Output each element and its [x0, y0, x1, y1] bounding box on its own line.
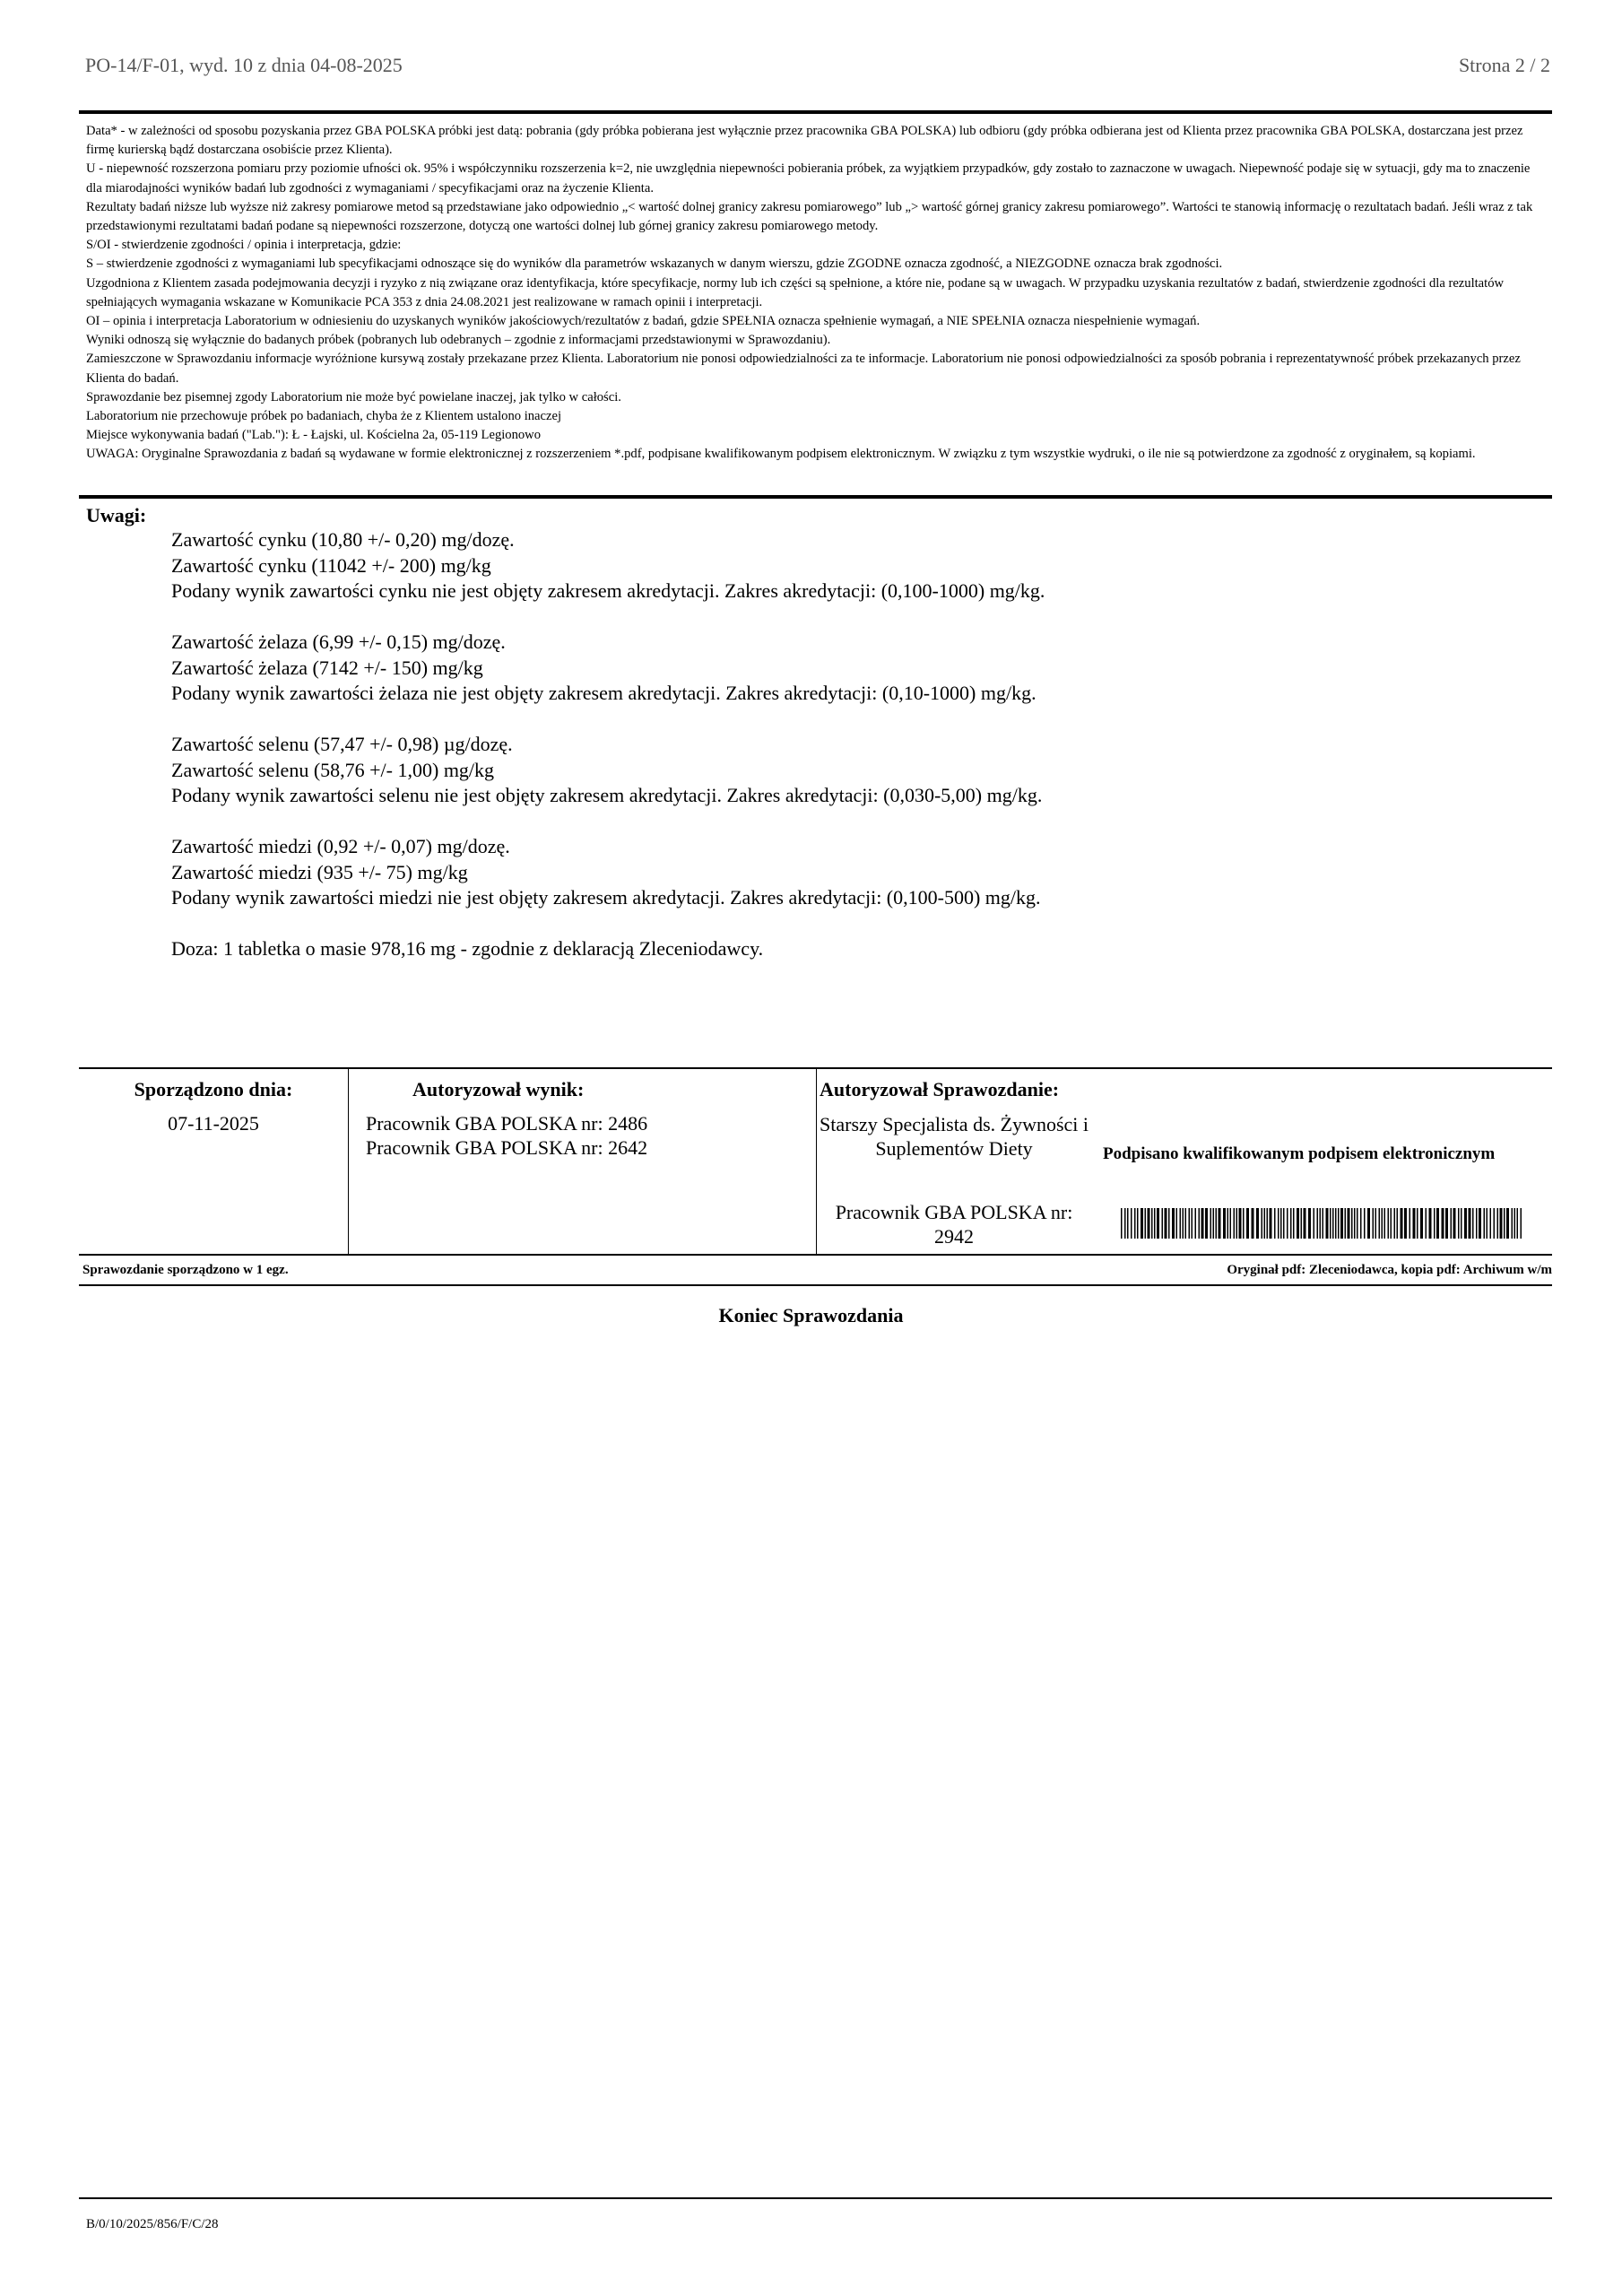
note-copy-policy: Sprawozdanie bez pisemnej zgody Laboratorium nie może być powielane inaczej, jak tylko w całości. [86, 389, 621, 404]
sig-table-divider-1 [348, 1067, 349, 1256]
note-results-scope: Wyniki odnoszą się wyłącznie do badanych próbek (pobranych lub odebranych – zgodnie z informacjami przedstawionymi w Sprawozdaniu). [86, 333, 831, 348]
signed-note: Podpisano kwalifikowanym podpisem elektronicznym [1103, 1144, 1496, 1163]
note-client-info: Zamieszczone w Sprawozdaniu informacje wyróżnione kursywą zostały przekazane przez Klienta. Laboratorium nie ponosi odpowiedzialności za te informacje. Laboratorium nie ponosi odpowiedzialności za sposób pobrania i reprezentatywność próbek przekazanych przez Klienta do badań. [86, 352, 1521, 386]
header-page-number: Strona 2 / 2 [1458, 54, 1550, 76]
sig-table-divider-2 [816, 1067, 817, 1256]
auth-result-label: Autoryzował wynik: [412, 1078, 585, 1100]
dose-info: Doza: 1 tabletka o masie 978,16 mg - zgodnie z deklaracją Zleceniodawcy. [171, 937, 764, 960]
selenium-per-kg: Zawartość selenu (58,76 +/- 1,00) mg/kg [171, 758, 495, 781]
copper-accreditation: Podany wynik zawartości miedzi nie jest objęty zakresem akredytacji. Zakres akredytacji: (0,100-500) mg/kg. [171, 886, 1041, 909]
notes-bottom-rule [79, 495, 1552, 499]
note-oi: OI – opinia i interpretacja Laboratorium w odniesieniu do uzyskanych wyników jakościowych/rezultatów z badań, gdzie SPEŁNIA oznacza spełnienie wymagań, a NIE SPEŁNIA oznacza niespełnienie wymagań. [86, 314, 1201, 329]
selenium-per-dose: Zawartość selenu (57,47 +/- 0,98) µg/dozę. [171, 733, 513, 755]
note-electronic-original: UWAGA: Oryginalne Sprawozdania z badań są wydawane w formie elektronicznej z rozszerzeniem *.pdf, podpisane kwalifikowanym podpisem elektronicznym. W związku z tym wszystkie wydruki, o ile nie są potwierdzone za zgodność z oryginałem, są kopiami. [86, 447, 1476, 462]
note-s: S – stwierdzenie zgodności z wymaganiami lub specyfikacjami odnoszące się do wyników dla parametrów wskazanych w danym wierszu, gdzie ZGODNE oznacza zgodność, a NIEZGODNE oznacza brak zgodności. [86, 257, 1223, 272]
zinc-per-dose: Zawartość cynku (10,80 +/- 0,20) mg/dozę. [171, 528, 515, 551]
prepared-date: 07-11-2025 [168, 1112, 259, 1135]
barcode [1121, 1208, 1524, 1239]
auth-report-label: Autoryzował Sprawozdanie: [820, 1078, 1060, 1100]
prepared-label: Sporządzono dnia: [134, 1078, 293, 1100]
copper-per-dose: Zawartość miedzi (0,92 +/- 0,07) mg/dozę. [171, 835, 510, 857]
note-data: Data* - w zależności od sposobu pozyskania przez GBA POLSKA próbki jest datą: pobrania (gdy próbka pobierana jest wyłącznie przez pracownika GBA POLSKA) lub odbioru (gdy próbka odbierana jest od Klienta przez pracownika GBA POLSKA, dostarczana jest przez firmę kurierską bądź dostarczana osobiście przez Klienta). [86, 124, 1523, 158]
footer-rule [79, 2197, 1552, 2199]
note-uncertainty: U - niepewność rozszerzona pomiaru przy poziomie ufności ok. 95% i współczynniku rozszerzenia k=2, nie uwzględnia niepewności pobierania próbek, za wyjątkiem przypadków, gdy zostało to zaznaczone w uwagach. Niepewność podaje się w sytuacji, gdy ma to znaczenie dla miarodajności wyników badań lub zgodności z wymaganiami / specyfikacjami oraz na życzenie Klienta. [86, 161, 1531, 196]
iron-per-kg: Zawartość żelaza (7142 +/- 150) mg/kg [171, 656, 483, 679]
notes-block [86, 122, 1539, 465]
selenium-accreditation: Podany wynik zawartości selenu nie jest objęty zakresem akredytacji. Zakres akredytacji: (0,030-5,00) mg/kg. [171, 784, 1043, 806]
iron-accreditation: Podany wynik zawartości żelaza nie jest objęty zakresem akredytacji. Zakres akredytacji: (0,10-1000) mg/kg. [171, 682, 1037, 704]
iron-per-dose: Zawartość żelaza (6,99 +/- 0,15) mg/dozę. [171, 631, 506, 653]
note-lab-location: Miejsce wykonywania badań ("Lab."): Ł - Łajski, ul. Kościelna 2a, 05-119 Legionowo [86, 428, 542, 443]
copies-note: Sprawozdanie sporządzono w 1 egz. [82, 1263, 289, 1277]
note-sample-storage: Laboratorium nie przechowuje próbek po badaniach, chyba że z Klientem ustalono inaczej [86, 409, 562, 424]
note-decision-rule: Uzgodniona z Klientem zasada podejmowania decyzji i ryzyko z nią związane oraz identyfikacja, które specyfikacje, normy lub ich części są spełnione, a które nie, podane są w uwagach. W przypadku uzyskania rezultatów z badań, stwierdzenie zgodności dla rezultatów spełniających wymagania wskazane w Komunikacie PCA 353 z dnia 24.08.2021 jest realizowane w ramach opinii i interpretacji. [86, 275, 1505, 309]
end-of-report: Koniec Sprawozdania [718, 1304, 904, 1326]
header-doc-id: PO-14/F-01, wyd. 10 z dnia 04-08-2025 [85, 54, 403, 76]
zinc-accreditation: Podany wynik zawartości cynku nie jest objęty zakresem akredytacji. Zakres akredytacji: (0,100-1000) mg/kg. [171, 579, 1045, 602]
uwagi-content [171, 527, 1045, 962]
auth-result-employee-1: Pracownik GBA POLSKA nr: 2486 [366, 1112, 648, 1135]
footer-code: B/0/10/2025/856/F/C/28 [86, 2217, 219, 2231]
note-soi: S/OI - stwierdzenie zgodności / opinia i interpretacja, gdzie: [86, 238, 402, 253]
auth-report-employee: Pracownik GBA POLSKA nr: 2942 [835, 1201, 1073, 1248]
note-measurement-range: Rezultaty badań niższe lub wyższe niż zakresy pomiarowe metod są przedstawiane jako odpowiednio „< wartość dolnej granicy zakresu pomiarowego” lub „> wartość górnej granicy zakresu pomiarowego”. Wartości te stanowią informację o rezultatach badań. Jeśli wraz z tak przedstawionymi rezultatami badań podane są niepewności rozszerzone, dotyczą one wartości dolnej lub górnej granicy zakresu pomiarowego metody. [86, 199, 1533, 234]
auth-result-employee-2: Pracownik GBA POLSKA nr: 2642 [366, 1136, 648, 1159]
zinc-per-kg: Zawartość cynku (11042 +/- 200) mg/kg [171, 553, 491, 577]
copper-per-kg: Zawartość miedzi (935 +/- 75) mg/kg [171, 860, 468, 883]
auth-report-role: Starszy Specjalista ds. Żywności i Suplementów Diety [820, 1113, 1089, 1160]
original-note: Oryginał pdf: Zleceniodawca, kopia pdf: Archiwum w/m [1227, 1263, 1552, 1277]
top-rule [79, 110, 1552, 114]
uwagi-label: Uwagi: [86, 504, 147, 526]
copies-rule [79, 1284, 1552, 1286]
